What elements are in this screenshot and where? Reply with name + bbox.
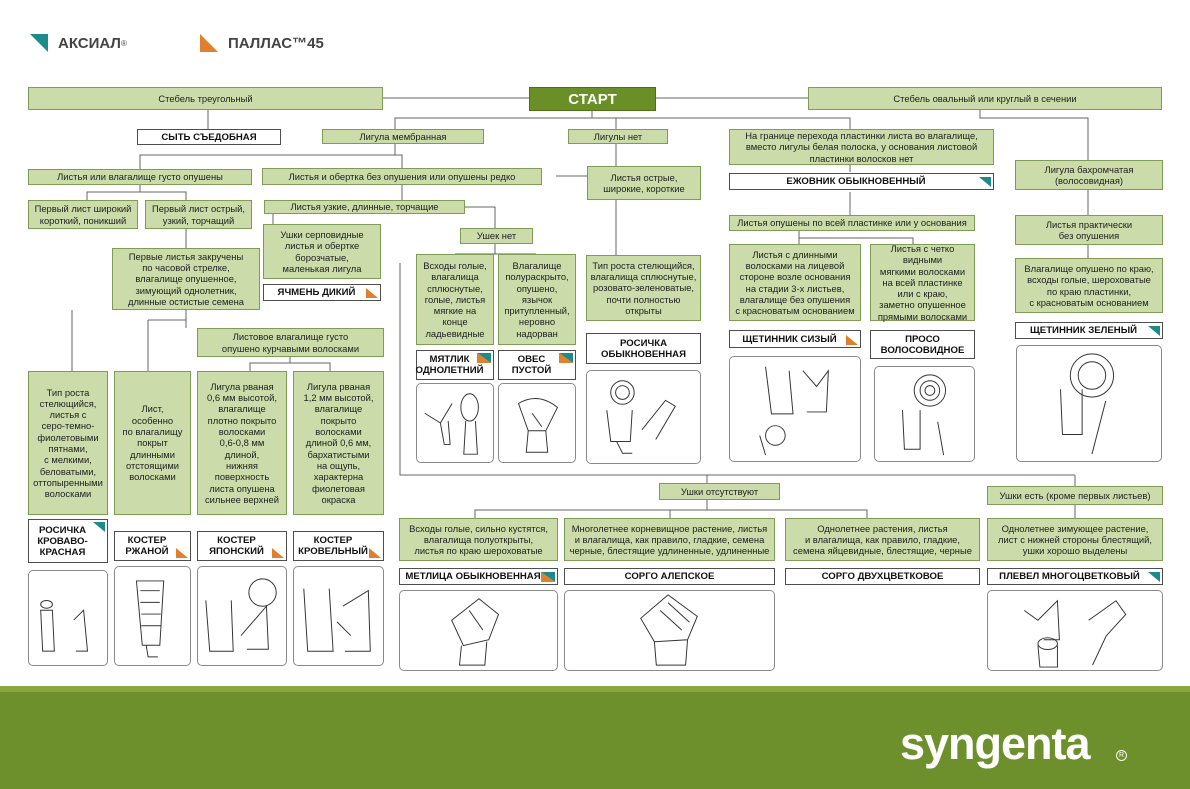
both-corner-icon — [541, 572, 555, 582]
name-wild-oat — [498, 350, 576, 380]
pallas-brand — [200, 34, 324, 52]
node-practically-hairless: Листья практически без опушения — [1015, 215, 1163, 245]
node-first-wide: Первый лист широкий короткий, поникший — [28, 200, 138, 229]
plant-sketch-icon — [400, 591, 557, 670]
pallas-corner-icon — [844, 335, 858, 345]
registered-mark: R — [1116, 750, 1127, 761]
name-windgrass — [399, 568, 558, 585]
footer-band-stripe — [0, 686, 1190, 692]
node-rye-desc: Лист, особенно по влагалищу покрыт длинными отстоящими волосками — [114, 371, 191, 515]
illustration-brome-roof — [293, 566, 384, 666]
name-ryegrass-label: ПЛЕВЕЛ МНОГОЦВЕТКОВЫЙ — [999, 571, 1140, 582]
pallas-corner-icon — [174, 548, 188, 558]
axial-mark: ® — [120, 38, 127, 48]
node-boundary: На границе перехода пластинки листа во влагалище, вместо лигулы белая полоска, у основания листовой пластинки волосков нет — [729, 129, 994, 165]
illustration-crabgrass — [586, 370, 701, 464]
plant-sketch-icon — [587, 371, 700, 463]
illustration-brome-japanese — [197, 566, 287, 666]
node-no-auricles: Ушки отсутствуют — [659, 483, 780, 500]
name-brome-japanese-label: КОСТЕР ЯПОНСКИЙ — [209, 535, 264, 557]
pallas-triangle-icon — [200, 34, 218, 52]
plant-sketch-icon — [417, 384, 493, 462]
node-bushy: Всходы голые, сильно кустятся, влагалища полуоткрыты, листья по краю шероховатые — [399, 518, 558, 561]
node-edge-hairy: Влагалище опушено по краю, всходы голые, шероховатые по краю пластинки, с красноватым основанием — [1015, 258, 1163, 313]
start-node: СТАРТ — [529, 87, 656, 111]
axial-corner-icon — [977, 177, 991, 187]
node-sickle-auricles: Ушки серповидные листья и обертке борозчатые, маленькая лигула — [263, 224, 381, 279]
node-roof-desc: Лигула рваная 1,2 мм высотой, влагалище покрыто волосками длиной 0,6 мм, бархатистыми на ощупь, характерна фиолетовая окраска — [293, 371, 384, 515]
node-japanese-desc: Лигула рваная 0,6 мм высотой, влагалище плотно покрыто волосками 0,6-0,8 мм длиной, нижняя поверхность листа опушена сильнее верхней — [197, 371, 287, 515]
name-brome-roof-label: КОСТЕР КРОВЕЛЬНЫЙ — [298, 535, 368, 557]
node-visible-hairs: Листья с четко видными мягкими волосками на всей пластинке или с краю, заметно опушенное прямыми волосками — [870, 244, 975, 321]
both-corner-icon — [559, 353, 573, 363]
illustration-millet — [874, 366, 975, 462]
node-long-hairs: Листья с длинными волосками на лицевой стороне возле основания на стадии 3-х листьев, влагалище без опушения с красноватым основанием — [729, 244, 861, 321]
illustration-crab-blood — [28, 570, 108, 666]
name-bluegrass — [416, 350, 494, 380]
axial-brand — [30, 34, 127, 52]
node-narrow-long: Листья узкие, длинные, торчащие — [264, 200, 465, 214]
name-brome-rye — [114, 531, 191, 561]
name-johnsongrass: СОРГО АЛЕПСКОЕ — [564, 568, 775, 585]
both-corner-icon — [477, 353, 491, 363]
node-first-narrow: Первый лист острый, узкий, торчащий — [145, 200, 252, 229]
node-curly-hairs: Листовое влагалище густо опушено курчавыми волосками — [197, 328, 384, 357]
name-ryegrass — [987, 568, 1163, 585]
node-twisted: Первые листья закручены по часовой стрелке, влагалище опушенное, зимующий однолетник, длинные остистые семена — [112, 248, 260, 310]
name-crab-blood — [28, 519, 108, 563]
node-shoots-flat: Всходы голые, влагалища сплюснутые, голые, листья мягкие на конце ладьевидные — [416, 254, 494, 345]
node-sheath-half-open: Влагалище полураскрыто, опушено, язычок притупленный, неровно надорван — [498, 254, 576, 345]
plant-sketch-icon — [988, 591, 1162, 670]
axial-corner-icon — [1146, 326, 1160, 336]
name-bluegrass-label: МЯТЛИК ОДНОЛЕТНИЙ — [415, 354, 484, 376]
pallas-corner-icon — [367, 548, 381, 558]
name-brome-rye-label: КОСТЕР РЖАНОЙ — [125, 535, 169, 557]
node-rhizome: Многолетнее корневищное растение, листья и влагалища, как правило, гладкие, семена черные, блестящие удлиненные, удлиненные — [564, 518, 775, 561]
name-crabgrass: РОСИЧКА ОБЫКНОВЕННАЯ — [586, 333, 701, 364]
name-foxtail-gray — [729, 330, 861, 348]
illustration-foxtail-gray — [729, 356, 861, 462]
illustration-foxtail-green — [1016, 345, 1162, 462]
name-millet: ПРОСО ВОЛОСОВИДНОЕ — [870, 330, 975, 359]
name-foxtail-gray-label: ЩЕТИННИК СИЗЫЙ — [742, 333, 837, 345]
node-no-auricle: Ушек нет — [460, 228, 533, 244]
illustration-wild-oat — [498, 383, 576, 463]
illustration-ryegrass — [987, 590, 1163, 671]
node-ligule-membranous: Лигула мембранная — [322, 129, 484, 144]
plant-sketch-icon — [29, 571, 107, 665]
plant-sketch-icon — [198, 567, 286, 665]
node-auricles-present: Ушки есть (кроме первых листьев) — [987, 486, 1163, 505]
name-cockspur-label: ЕЖОВНИК ОБЫКНОВЕННЫЙ — [786, 176, 926, 187]
plant-sketch-icon — [499, 384, 575, 462]
plant-sketch-icon — [294, 567, 383, 665]
plant-sketch-icon — [1017, 346, 1161, 461]
name-sedge: СЫТЬ СЪЕДОБНАЯ — [137, 129, 281, 145]
name-wild-oat-label: ОВЕС ПУСТОЙ — [511, 354, 552, 376]
name-cockspur — [729, 173, 994, 190]
node-blood-desc: Тип роста стелющийся, листья с серо-темно- фиолетовыми пятнами, с мелкими, беловатыми, оттопыренными волосками — [28, 371, 108, 515]
axial-corner-icon — [91, 522, 105, 532]
axial-label: АКСИАЛ — [58, 34, 121, 52]
name-brome-roof — [293, 531, 384, 561]
pallas-corner-icon — [364, 288, 378, 298]
plant-sketch-icon — [565, 591, 774, 670]
plant-sketch-icon — [115, 567, 190, 665]
node-winter: Однолетнее зимующее растение, лист с нижней стороны блестящий, ушки хорошо выделены — [987, 518, 1163, 561]
name-sorghum: СОРГО ДВУХЦВЕТКОВОЕ — [785, 568, 980, 585]
name-brome-japanese — [197, 531, 287, 561]
node-no-ligule: Лигулы нет — [568, 129, 668, 144]
pallas-corner-icon — [270, 548, 284, 558]
syngenta-logo: syngenta — [900, 718, 1090, 769]
pallas-label: ПАЛЛАС™45 — [228, 34, 324, 52]
name-windgrass-label: МЕТЛИЦА ОБЫКНОВЕННАЯ — [405, 571, 541, 582]
name-foxtail-green — [1015, 322, 1163, 339]
illustration-johnsongrass — [564, 590, 775, 671]
name-barley-label: ЯЧМЕНЬ ДИКИЙ — [277, 287, 356, 298]
axial-triangle-icon — [30, 34, 48, 52]
name-crab-blood-label: РОСИЧКА КРОВАВО- КРАСНАЯ — [37, 524, 88, 558]
node-stem-triangular: Стебель треугольный — [28, 87, 383, 110]
plant-sketch-icon — [730, 357, 860, 461]
name-barley — [263, 284, 381, 301]
node-hairy-all: Листья опушены по всей пластинке или у основания — [729, 215, 975, 231]
illustration-bluegrass — [416, 383, 494, 463]
illustration-windgrass — [399, 590, 558, 671]
name-foxtail-green-label: ЩЕТИННИК ЗЕЛЕНЫЙ — [1030, 325, 1137, 336]
plant-sketch-icon — [875, 367, 974, 461]
node-growth-flat: Тип роста стелющийся, влагалища сплюснутые, розовато-зеленоватые, почти полностью открыты — [586, 255, 701, 321]
node-dense-hairy: Листья или влагалище густо опушены — [28, 169, 252, 185]
node-sparse-hairy: Листья и обертка без опушения или опушены редко — [262, 168, 542, 185]
illustration-brome-rye — [114, 566, 191, 666]
node-annual: Однолетнее растения, листья и влагалища, как правило, гладкие, семена яйцевидные, блестящие, черные — [785, 518, 980, 561]
axial-corner-icon — [1146, 572, 1160, 582]
node-sharp-leaves: Листья острые, широкие, короткие — [587, 166, 701, 200]
node-ligule-fringed: Лигула бахромчатая (волосовидная) — [1015, 160, 1163, 190]
node-stem-oval: Стебель овальный или круглый в сечении — [808, 87, 1162, 110]
